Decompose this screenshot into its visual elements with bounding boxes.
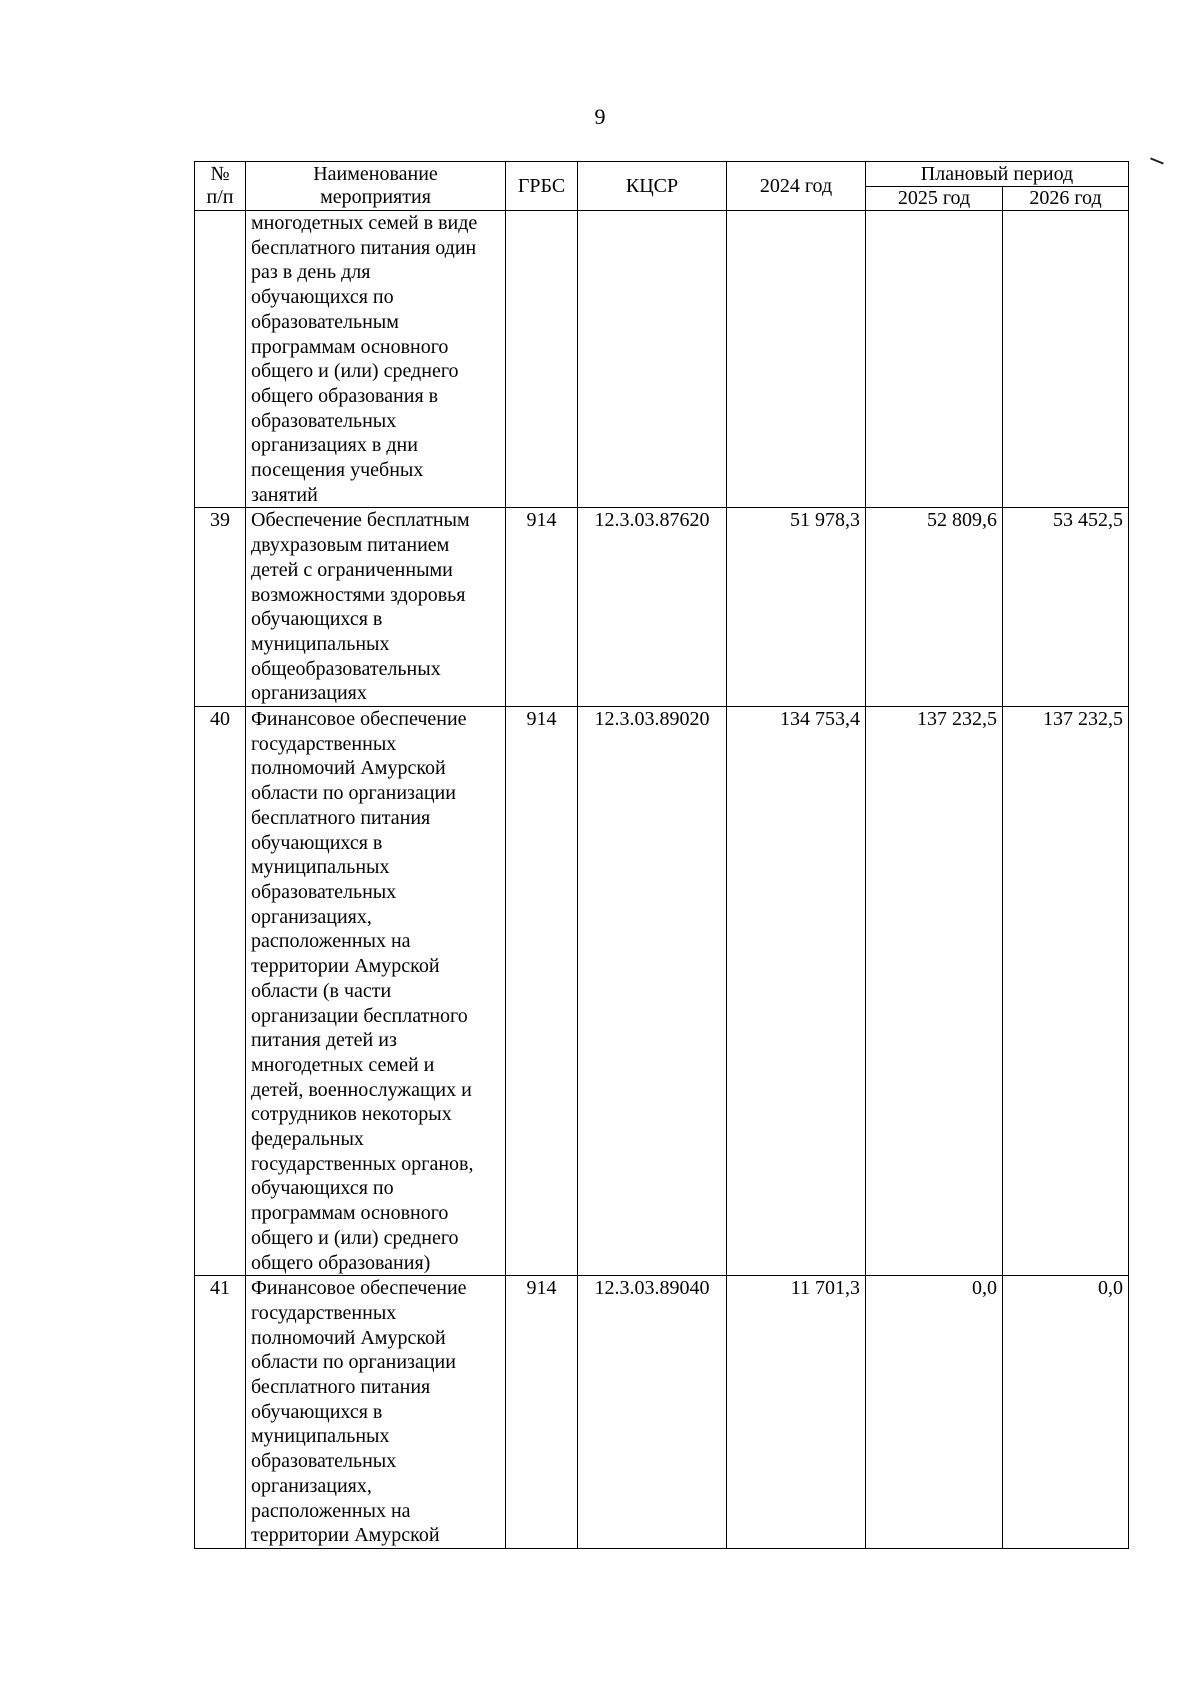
cell-num: 41 xyxy=(195,1276,246,1549)
cell-2025: 52 809,6 xyxy=(866,508,1003,707)
margin-tick-mark xyxy=(1150,157,1164,164)
budget-table xyxy=(194,161,1129,1549)
cell-name: Финансовое обеспечение государственных полномочий Амурской области по организации бесплатного питания обучающихся в муниципальных образовательных организациях, расположенных на территории Амурской области (в части организации бесплатного питания детей из многодетных семей и детей, военнослужащих и сотрудников некоторых федеральных государственных органов, обучающихся по программам основного общего и (или) среднего общего образования) xyxy=(246,707,506,1276)
cell-2024: 51 978,3 xyxy=(727,508,866,707)
cell-kcsr: 12.3.03.89040 xyxy=(578,1276,727,1549)
cell-kcsr: 12.3.03.89020 xyxy=(578,707,727,1276)
table-row xyxy=(195,707,1129,1276)
cell-num xyxy=(195,211,246,508)
cell-2026: 0,0 xyxy=(1003,1276,1129,1549)
header-kcsr: КЦСР xyxy=(578,162,727,211)
header-name: Наименование мероприятия xyxy=(246,162,506,211)
header-2025: 2025 год xyxy=(866,187,1003,211)
cell-grbs: 914 xyxy=(506,1276,578,1549)
cell-2026: 53 452,5 xyxy=(1003,508,1129,707)
header-plan-period: Плановый период xyxy=(866,162,1129,187)
header-grbs: ГРБС xyxy=(506,162,578,211)
table-body xyxy=(195,211,1129,1549)
cell-2025 xyxy=(866,211,1003,508)
cell-grbs: 914 xyxy=(506,707,578,1276)
cell-2026: 137 232,5 xyxy=(1003,707,1129,1276)
cell-name: Обеспечение бесплатным двухразовым питанием детей с ограниченными возможностями здоровья обучающихся в муниципальных общеобразовательных организациях xyxy=(246,508,506,707)
cell-kcsr xyxy=(578,211,727,508)
table-header xyxy=(195,162,1129,211)
cell-name: Финансовое обеспечение государственных полномочий Амурской области по организации бесплатного питания обучающихся в муниципальных образовательных организациях, расположенных на территории Амурской xyxy=(246,1276,506,1549)
page-number: 9 xyxy=(594,104,606,129)
cell-grbs xyxy=(506,211,578,508)
cell-2025: 0,0 xyxy=(866,1276,1003,1549)
cell-grbs: 914 xyxy=(506,508,578,707)
cell-num: 40 xyxy=(195,707,246,1276)
header-2026: 2026 год xyxy=(1003,187,1129,211)
header-2024: 2024 год xyxy=(727,162,866,211)
header-num: № п/п xyxy=(195,162,246,211)
cell-2025: 137 232,5 xyxy=(866,707,1003,1276)
cell-name: многодетных семей в виде бесплатного питания один раз в день для обучающихся по образовательным программам основного общего и (или) среднего общего образования в образовательных организациях в дни посещения учебных занятий xyxy=(246,211,506,508)
table-row xyxy=(195,508,1129,707)
table-row xyxy=(195,1276,1129,1549)
table-row xyxy=(195,211,1129,508)
cell-num: 39 xyxy=(195,508,246,707)
cell-2024 xyxy=(727,211,866,508)
cell-2024: 11 701,3 xyxy=(727,1276,866,1549)
cell-kcsr: 12.3.03.87620 xyxy=(578,508,727,707)
cell-2026 xyxy=(1003,211,1129,508)
cell-2024: 134 753,4 xyxy=(727,707,866,1276)
